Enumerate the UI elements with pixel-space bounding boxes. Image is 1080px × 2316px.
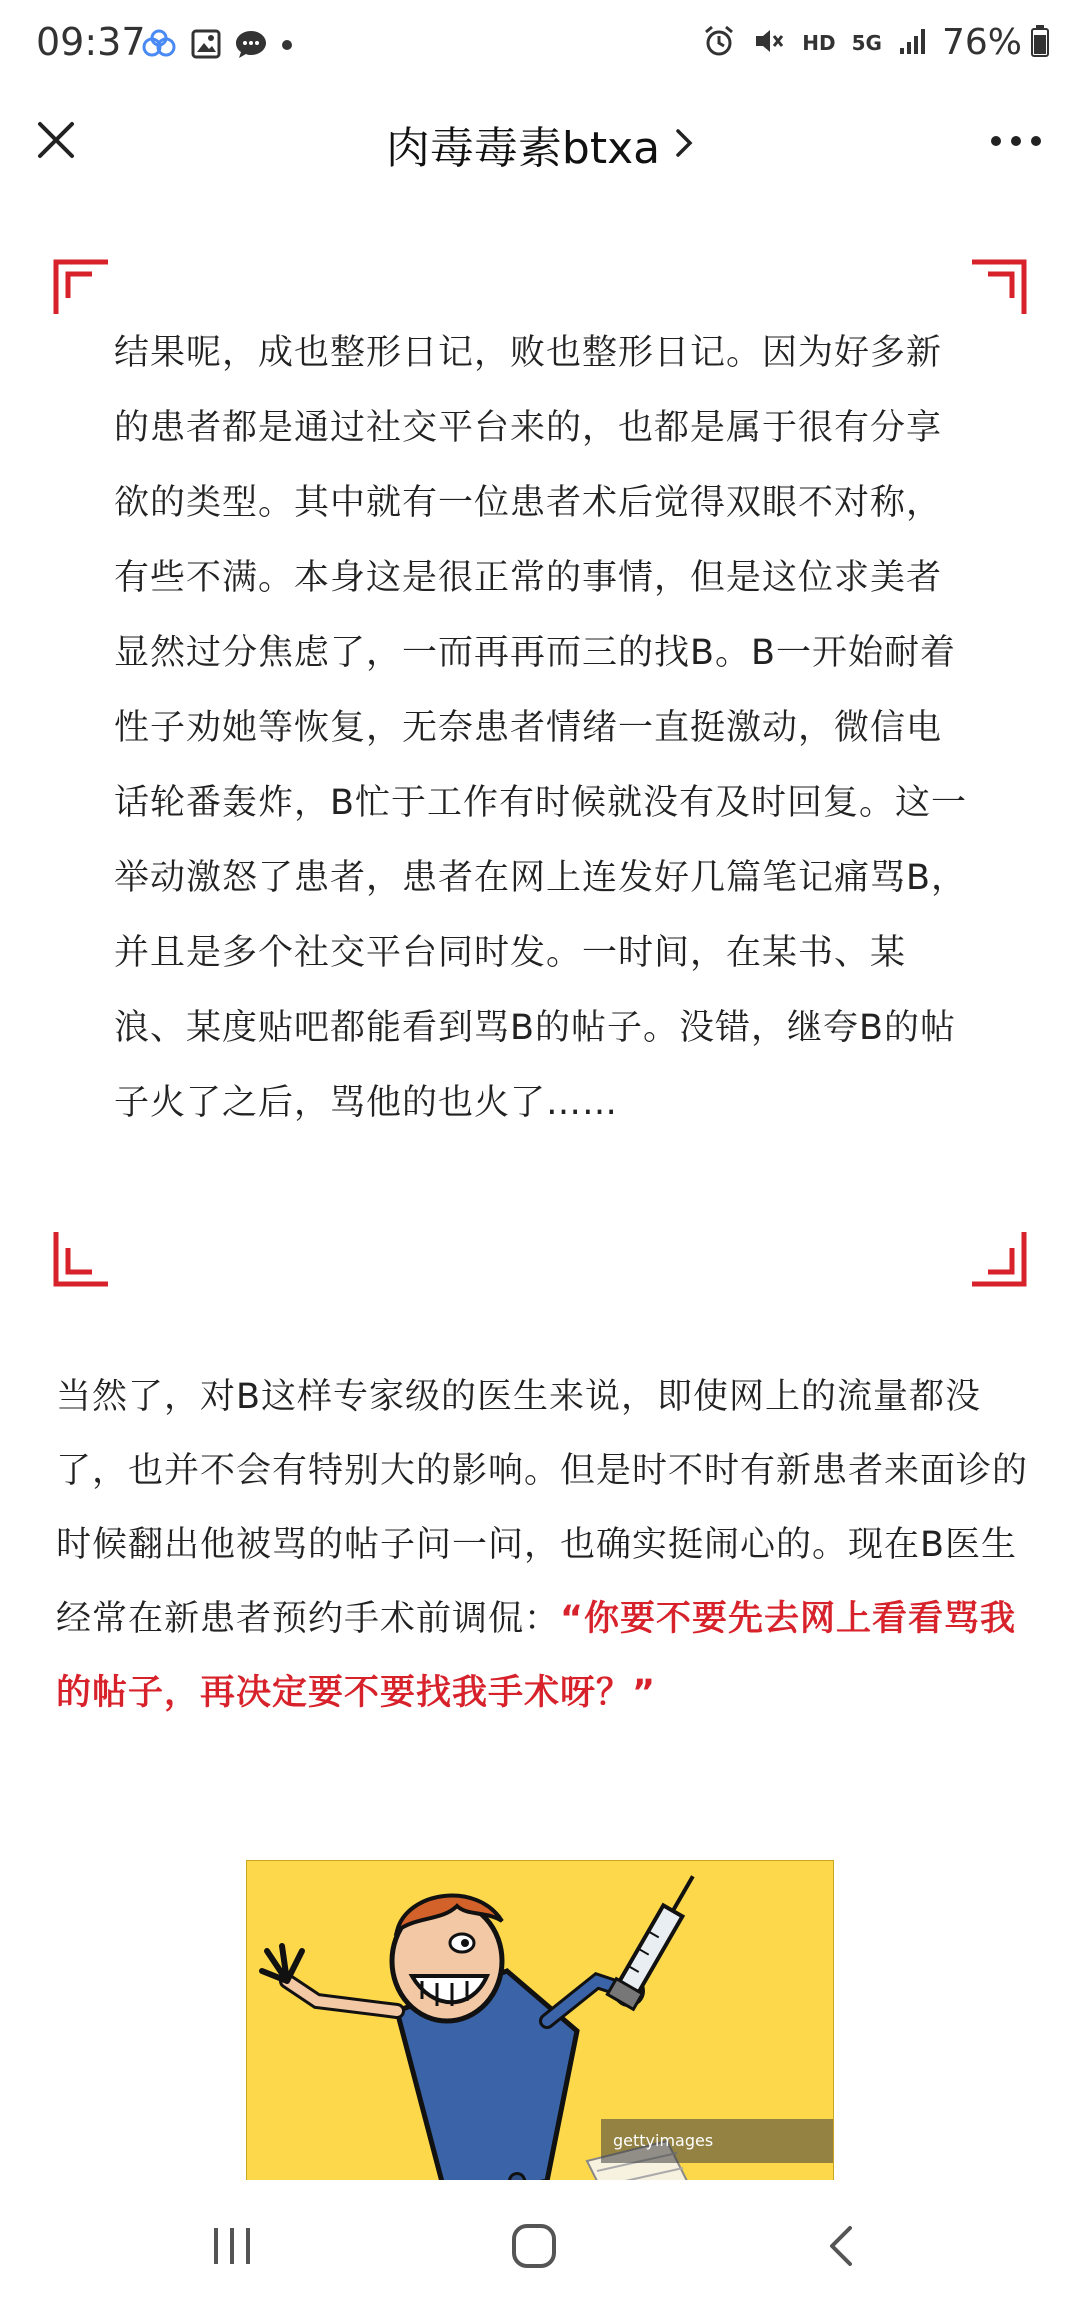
cloud-app-icon [142, 29, 178, 63]
back-button[interactable] [790, 2210, 890, 2286]
system-nav-bar [0, 2180, 1080, 2316]
battery-percent: 76% [941, 22, 1022, 63]
account-title-link[interactable] [0, 112, 1080, 176]
home-icon [511, 2223, 557, 2273]
signal-icon [898, 26, 928, 60]
corner-bracket-top-left-icon [52, 258, 112, 318]
notification-icons [142, 28, 306, 64]
recents-icon [210, 2226, 254, 2270]
chevron-right-icon [674, 119, 694, 170]
more-button[interactable] [976, 110, 1056, 174]
page-title: 肉毒毒素btxa [385, 123, 661, 174]
app-bar [0, 94, 1080, 190]
dot-icon [280, 37, 294, 56]
article-paragraph [56, 1360, 1028, 1730]
article-content[interactable] [0, 190, 1080, 2180]
status-bar [0, 0, 1080, 94]
quote-block [52, 258, 1028, 1288]
gallery-icon [190, 28, 222, 64]
cartoon-image[interactable] [246, 1860, 834, 2180]
image-watermark: gettyimages [601, 2119, 833, 2163]
corner-bracket-bottom-right-icon [968, 1228, 1028, 1288]
more-icon [989, 133, 1043, 152]
message-icon [234, 28, 268, 64]
battery-icon [1030, 24, 1050, 62]
highlighted-quote: “你要不要先去网上看看骂我的帖子，再决定要不要找我手术呀？” [56, 1599, 1017, 1713]
home-button[interactable] [484, 2210, 584, 2286]
quote-text: 结果呢，成也整形日记，败也整形日记。因为好多新的患者都是通过社交平台来的，也都是属于很有分享欲的类型。其中就有一位患者术后觉得双眼不对称，有些不满。本身这是很正常的事情，但是这位求美者显然过分焦虑了，一而再再而三的找B。B一开始耐着性子劝她等恢复，无奈患者情绪一直挺激动，微信电话轮番轰炸，B忙于工作有时候就没有及时回复。这一举动激怒了患者，患者在网上连发好几篇笔记痛骂B，并且是多个社交平台同时发。一时间，在某书、某浪、某度贴吧都能看到骂B的帖子。没错，继夸B的帖子火了之后，骂他的也火了…… [114, 333, 968, 1123]
status-time: 09:37 [36, 20, 146, 64]
mute-icon [752, 24, 786, 62]
status-right [686, 22, 1050, 63]
recents-button[interactable] [182, 2210, 282, 2286]
network-type: 5G [851, 30, 882, 55]
hd-label: HD [802, 30, 836, 55]
corner-bracket-bottom-left-icon [52, 1228, 112, 1288]
back-icon [826, 2224, 854, 2272]
alarm-icon [702, 24, 736, 62]
paragraph-text: 当然了，对B这样专家级的医生来说，即使网上的流量都没了，也并不会有特别大的影响。但是时不时有新患者来面诊的时候翻出他被骂的帖子问一问，也确实挺闹心的。现在B医生经常在新患者预约手术前调侃： [56, 1377, 1029, 1639]
corner-bracket-top-right-icon [968, 258, 1028, 318]
